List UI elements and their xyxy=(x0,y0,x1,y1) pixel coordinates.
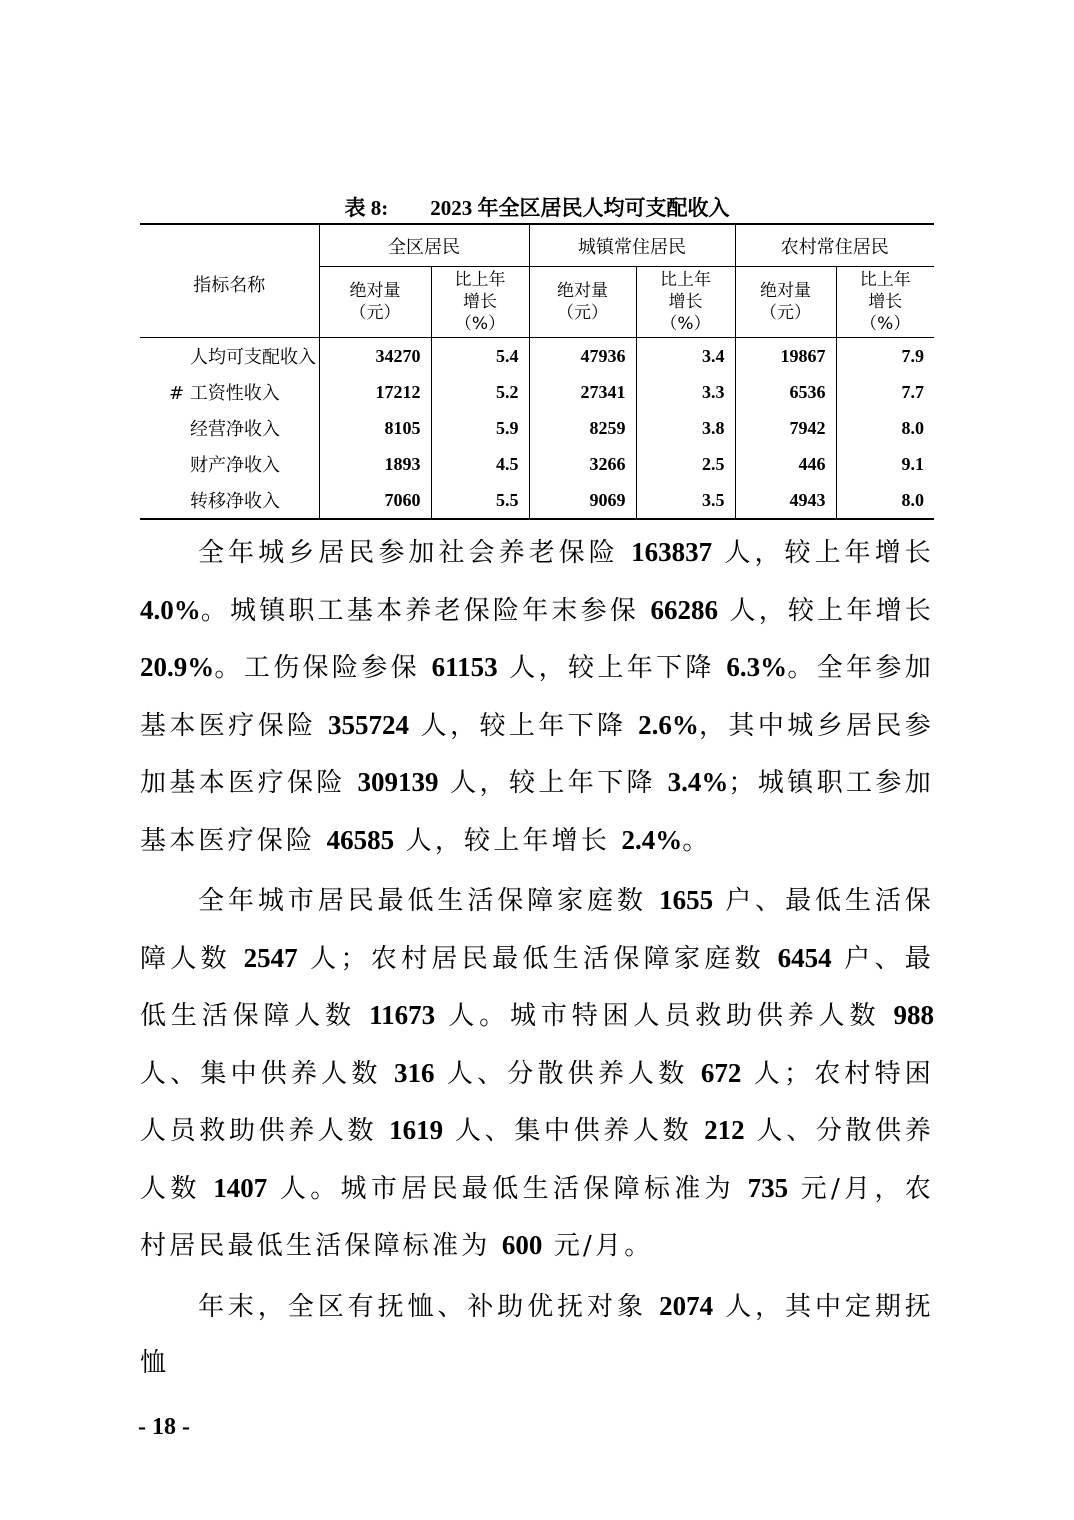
group-header-all: 全区居民 xyxy=(319,224,529,267)
growth-value-cell: 5.9 xyxy=(431,410,529,446)
abs-value-cell: 8105 xyxy=(319,410,431,446)
abs-value-cell: 3266 xyxy=(529,446,636,482)
table-row xyxy=(140,482,934,519)
table-row xyxy=(140,446,934,482)
paragraph xyxy=(140,872,934,1275)
abs-value-cell: 8259 xyxy=(529,410,636,446)
figure-value: 2.6% xyxy=(638,709,699,740)
text-run: ，其中城乡居民参加基本医疗保险 xyxy=(140,710,934,798)
figure-value: 1407 xyxy=(213,1172,268,1203)
text-run: 年末，全区有抚恤、补助优抚对象 xyxy=(198,1291,660,1322)
growth-value-cell: 9.1 xyxy=(836,446,934,482)
row-label: 转移净收入 xyxy=(140,482,319,519)
paragraph xyxy=(140,1278,934,1392)
text-run: 人，较上年下降 xyxy=(497,653,727,683)
figure-value: 1619 xyxy=(389,1115,444,1145)
text-run: 人，较上年下降 xyxy=(409,710,639,741)
figure-value: 672 xyxy=(700,1057,742,1088)
group-header-urban: 城镇常住居民 xyxy=(529,224,735,267)
growth-header: 比上年 增长 （%） xyxy=(636,267,735,338)
growth-value-cell: 3.8 xyxy=(636,410,735,446)
abs-header: 绝对量 （元） xyxy=(529,267,636,338)
row-label: 财产净收入 xyxy=(190,455,280,476)
text-run: 全年城市居民最低生活保障家庭数 xyxy=(198,886,660,916)
figure-value: 355724 xyxy=(328,709,410,740)
growth-value-cell: 8.0 xyxy=(836,482,934,519)
abs-header: 绝对量 （元） xyxy=(735,267,836,338)
figure-value: 6.3% xyxy=(726,652,788,682)
abs-value-cell: 1893 xyxy=(319,446,431,482)
figure-value: 2547 xyxy=(243,942,298,973)
figure-value: 6454 xyxy=(777,942,832,973)
figure-value: 735 xyxy=(747,1172,789,1203)
table-row xyxy=(140,338,934,375)
text-run: 。 xyxy=(682,825,712,856)
figure-value: 309139 xyxy=(357,767,439,797)
abs-header: 绝对量 （元） xyxy=(319,267,431,338)
text-run: 人，较上年增长 xyxy=(712,538,934,568)
indicator-header: 指标名称 xyxy=(140,224,319,338)
text-run: 。工伤保险参保 xyxy=(214,653,432,683)
growth-header: 比上年 增长 （%） xyxy=(431,267,529,338)
abs-value-cell: 446 xyxy=(735,446,836,482)
growth-value-cell: 5.2 xyxy=(431,374,529,410)
abs-value-cell: 27341 xyxy=(529,374,636,410)
text-run: 人。城市特困人员救助供养人数 xyxy=(435,1001,894,1031)
growth-header: 比上年 增长 （%） xyxy=(836,267,934,338)
growth-value-cell: 3.4 xyxy=(636,338,735,375)
growth-value-cell: 7.9 xyxy=(836,338,934,375)
growth-value-cell: 3.3 xyxy=(636,374,735,410)
table-label: 表 8: xyxy=(344,196,389,220)
growth-value-cell: 5.4 xyxy=(431,338,529,375)
text-run: ；城镇职工参加基本医疗保险 xyxy=(140,768,934,856)
table-row xyxy=(140,410,934,446)
text-run: 人。城市居民最低生活保障标准为 xyxy=(267,1173,748,1204)
abs-value-cell: 7942 xyxy=(735,410,836,446)
text-run: 人；农村特困人员救助供养人数 xyxy=(140,1058,934,1146)
figure-value: 316 xyxy=(393,1057,435,1088)
abs-value-cell: 17212 xyxy=(319,374,431,410)
row-label: 经营净收入 xyxy=(190,419,280,440)
row-label: # 工资性收入 xyxy=(169,383,280,404)
paragraph xyxy=(140,524,934,869)
text-run: 人，其中定期抚恤 xyxy=(140,1291,934,1378)
figure-value: 61153 xyxy=(431,652,498,682)
table-body xyxy=(140,338,934,520)
abs-value-cell: 34270 xyxy=(319,338,431,375)
figure-value: 66286 xyxy=(650,594,719,625)
figure-value: 2074 xyxy=(659,1290,714,1321)
growth-value-cell: 7.7 xyxy=(836,374,934,410)
growth-value-cell: 3.5 xyxy=(636,482,735,519)
figure-value: 988 xyxy=(893,1000,935,1030)
figure-value: 2.4% xyxy=(621,824,683,855)
growth-value-cell: 5.5 xyxy=(431,482,529,519)
abs-value-cell: 19867 xyxy=(735,338,836,375)
figure-value: 212 xyxy=(704,1115,745,1145)
text-run: 。全年参加基本医疗保险 xyxy=(140,653,934,741)
text-run: 户、最低生活保障人数 xyxy=(140,886,934,974)
table-row xyxy=(140,374,934,410)
text-run: 人；农村居民最低生活保障家庭数 xyxy=(297,943,778,974)
row-label: 人均可支配收入 xyxy=(190,347,316,368)
text-run: 人、集中供养人数 xyxy=(443,1116,705,1146)
figure-value: 1655 xyxy=(659,885,714,915)
text-run: 户、最低生活保障人数 xyxy=(140,943,934,1031)
group-header-rural: 农村常住居民 xyxy=(735,224,934,267)
text-run: 人，较上年增长 xyxy=(718,595,934,626)
figure-value: 3.4% xyxy=(667,767,729,797)
figure-value: 163837 xyxy=(631,537,713,567)
text-run: 元/月，农村居民最低生活保障标准为 xyxy=(140,1173,934,1261)
page-number: - 18 - xyxy=(138,1414,190,1440)
figure-value: 11673 xyxy=(369,1000,436,1030)
figure-value: 20.9% xyxy=(140,652,215,682)
text-run: 元/月。 xyxy=(542,1231,654,1261)
abs-value-cell: 9069 xyxy=(529,482,636,519)
text-run: 。城镇职工基本养老保险年末参保 xyxy=(200,595,651,626)
abs-value-cell: 47936 xyxy=(529,338,636,375)
figure-value: 46585 xyxy=(326,824,395,855)
growth-value-cell: 8.0 xyxy=(836,410,934,446)
text-run: 人、集中供养人数 xyxy=(140,1058,394,1089)
abs-value-cell: 4943 xyxy=(735,482,836,519)
text-run: 全年城乡居民参加社会养老保险 xyxy=(198,538,632,568)
text-run: 人，较上年增长 xyxy=(394,825,622,856)
text-run: 人，较上年下降 xyxy=(438,768,668,798)
figure-value: 600 xyxy=(501,1230,543,1260)
table-title: 2023 年全区居民人均可支配收入 xyxy=(430,196,730,220)
table-caption xyxy=(140,194,934,222)
income-table xyxy=(140,223,934,520)
growth-value-cell: 4.5 xyxy=(431,446,529,482)
text-run: 人、分散供养人数 xyxy=(140,1116,934,1204)
text-run: 人、分散供养人数 xyxy=(434,1058,701,1089)
abs-value-cell: 6536 xyxy=(735,374,836,410)
figure-value: 4.0% xyxy=(140,594,201,625)
body-text xyxy=(140,524,934,1392)
abs-value-cell: 7060 xyxy=(319,482,431,519)
growth-value-cell: 2.5 xyxy=(636,446,735,482)
